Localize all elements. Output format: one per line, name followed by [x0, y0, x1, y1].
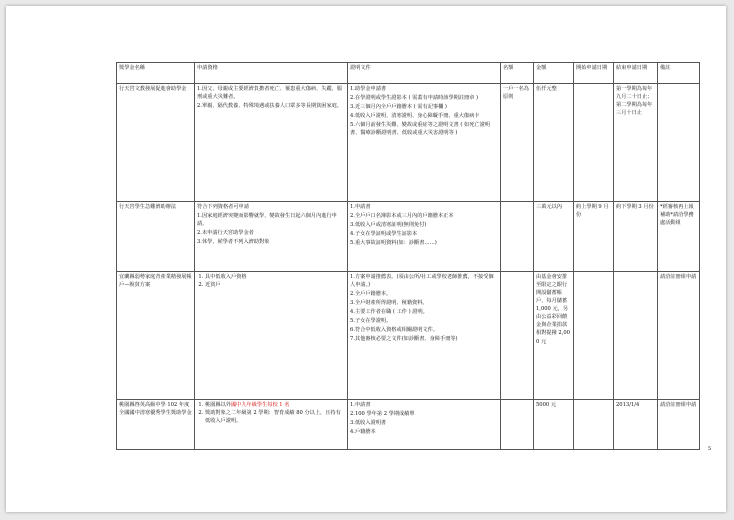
document-item: 3.近三個月內全戶戶籍謄本 ( 需有記事欄 ): [350, 104, 447, 111]
qualification-highlight: 國中九年級學生每校 1 名: [230, 402, 290, 408]
document-item: 3.低收入戶或清寒証明(無則免付): [350, 222, 427, 229]
qualification-cell: [195, 272, 348, 400]
document-item: 1.方案申請推薦表。(須由公所/社工或學校老師推薦，不接受個人申請。): [350, 274, 494, 289]
note-cell: 請洽註冊組申請: [658, 400, 700, 450]
document-item: 2.全戶戶口名簿影本或三月內的戶籍謄本正本: [350, 213, 454, 220]
header-note: 備註: [658, 63, 700, 84]
qualification-item: 2.未申請行天宮助學金者: [197, 230, 254, 237]
document-item: 6.符合中低收入資格或相關證明文件。: [350, 327, 438, 334]
note-cell: *經審核再上報補助*請洽學務處活動組: [658, 202, 700, 272]
header-documents: 證明文件: [348, 63, 501, 84]
table-row: [117, 202, 700, 272]
documents-cell: [348, 84, 501, 202]
amount-cell: 5000 元: [534, 400, 574, 450]
scholarship-name: 行天宮學生急難濟助辦法: [117, 202, 195, 272]
document-item: 3.全戶財產所得證明、稅籍資料。: [350, 300, 428, 307]
end-date-cell: [614, 272, 658, 400]
qualification-item: 2. 近貧戶: [205, 281, 345, 289]
amount-cell: 由基金會安排至限定之銀行開設儲蓄帳戶，每月儲蓄 1,000 元，另由公益彩回饋金與企業捐款相對提撥 2,000 元: [534, 272, 574, 400]
qualification-item: 1.因父、母親或主要經濟負擔者死亡、罹患重大傷病、失蹤、服刑或重大災難者。: [197, 86, 343, 101]
quota-cell: 一戶一名為原則: [501, 84, 534, 202]
qualification-item: [205, 401, 345, 409]
qualification-item: 3.休學、候學者不列入濟助對象: [197, 239, 270, 246]
header-end-date: 結束申請日期: [614, 63, 658, 84]
document-item: 4.子女在學証明或學生証影本: [350, 231, 418, 238]
qualification-item: 1.因家庭經濟突變而影響就學，變故發生日起六個月內進行申請。: [197, 213, 337, 228]
table-row: [117, 272, 700, 400]
amount-cell: 伍仟元整: [534, 84, 574, 202]
document-item: 4.主要工作者在職 ( 工作 ) 證明。: [350, 309, 428, 316]
qualification-prefix: 桃園縣以外: [205, 402, 231, 408]
document-item: 5.六個月前發生災難、變故或重症等之證明文書 ( 如死亡證明書、醫療診斷證明書、低收或重大災害證明等 ): [350, 122, 490, 137]
scholarship-name: 宜蘭縣弱勢家庭青產業精發展帳戶—脫貧方案: [117, 272, 195, 400]
document-item: 5.重大事故証明資料(如：診斷書……): [350, 240, 437, 247]
end-date-cell: 約下學期 3 月份: [614, 202, 658, 272]
scholarship-table: [116, 62, 700, 450]
header-start-date: 開始申請日期: [574, 63, 614, 84]
end-date-cell: 第一學期為每年九月二十日止；第二學期為每年三月十日止: [614, 84, 658, 202]
header-quota: 名額: [501, 63, 534, 84]
table-row: [117, 84, 700, 202]
start-date-cell: 約上學期 9 月份: [574, 202, 614, 272]
qualification-cell: [195, 202, 348, 272]
page-number: 5: [708, 446, 712, 452]
quota-cell: [501, 400, 534, 450]
note-cell: [658, 84, 700, 202]
qualification-cell: [195, 84, 348, 202]
header-qualification: 申請資格: [195, 63, 348, 84]
documents-cell: [348, 272, 501, 400]
document-item: 2.全戶戶籍謄本。: [350, 291, 392, 298]
start-date-cell: [574, 272, 614, 400]
start-date-cell: [574, 400, 614, 450]
amount-cell: 三萬元以內: [534, 202, 574, 272]
document-item: 4.低收入戶證明、清寒證明、身心障礙手冊、重大傷病卡: [350, 113, 480, 120]
document-item: 1.申請書: [350, 402, 371, 408]
quota-cell: [501, 272, 534, 400]
header-amount: 金額: [534, 63, 574, 84]
table-row: [117, 400, 700, 450]
scholarship-name: 行天宮文教發展促進會助學金: [117, 84, 195, 202]
note-cell: 請洽註冊組申請: [658, 272, 700, 400]
documents-cell: [348, 202, 501, 272]
document-item: 1.助學金申請書: [350, 86, 387, 92]
qualification-item: 1. 具中低收入戶資格: [205, 273, 345, 281]
header-name: 獎學金名稱: [117, 63, 195, 84]
qualification-item: 2. 獎助對象之二年級第 2 學期：智育成績 80 分以上，且持有低收入戶證明。: [205, 409, 345, 425]
document-item: 5.子女在學證明。: [350, 318, 392, 325]
document-item: 7.其他審核必要之文件(如診斷書、身障手冊等): [350, 336, 458, 343]
quota-cell: [501, 202, 534, 272]
qualification-item: 符合下列資格者可申請: [197, 204, 249, 210]
qualification-cell: [195, 400, 348, 450]
document-item: 4.戶籍謄本: [350, 429, 376, 436]
document-item: 2.在學證明或學生證影本 ( 需蓋有申請時該學期註冊章 ): [350, 95, 479, 102]
document-item: 2.100 學年第 2 學期成績單: [350, 411, 415, 418]
documents-cell: [348, 400, 501, 450]
document-item: 3.低收入證明書: [350, 420, 387, 427]
end-date-cell: 2013/1/4: [614, 400, 658, 450]
document-page: [6, 6, 726, 512]
header-row: [117, 63, 700, 84]
qualification-item: 2.單親、隔代教養、特殊境遇或扶養人口眾多等長期貧困家庭。: [197, 103, 343, 110]
scholarship-name: 桃園縣啓英高級中學 102 年度全國國中清寒優秀學生獎助學金: [117, 400, 195, 450]
document-item: 1.申請書: [350, 204, 371, 210]
start-date-cell: [574, 84, 614, 202]
